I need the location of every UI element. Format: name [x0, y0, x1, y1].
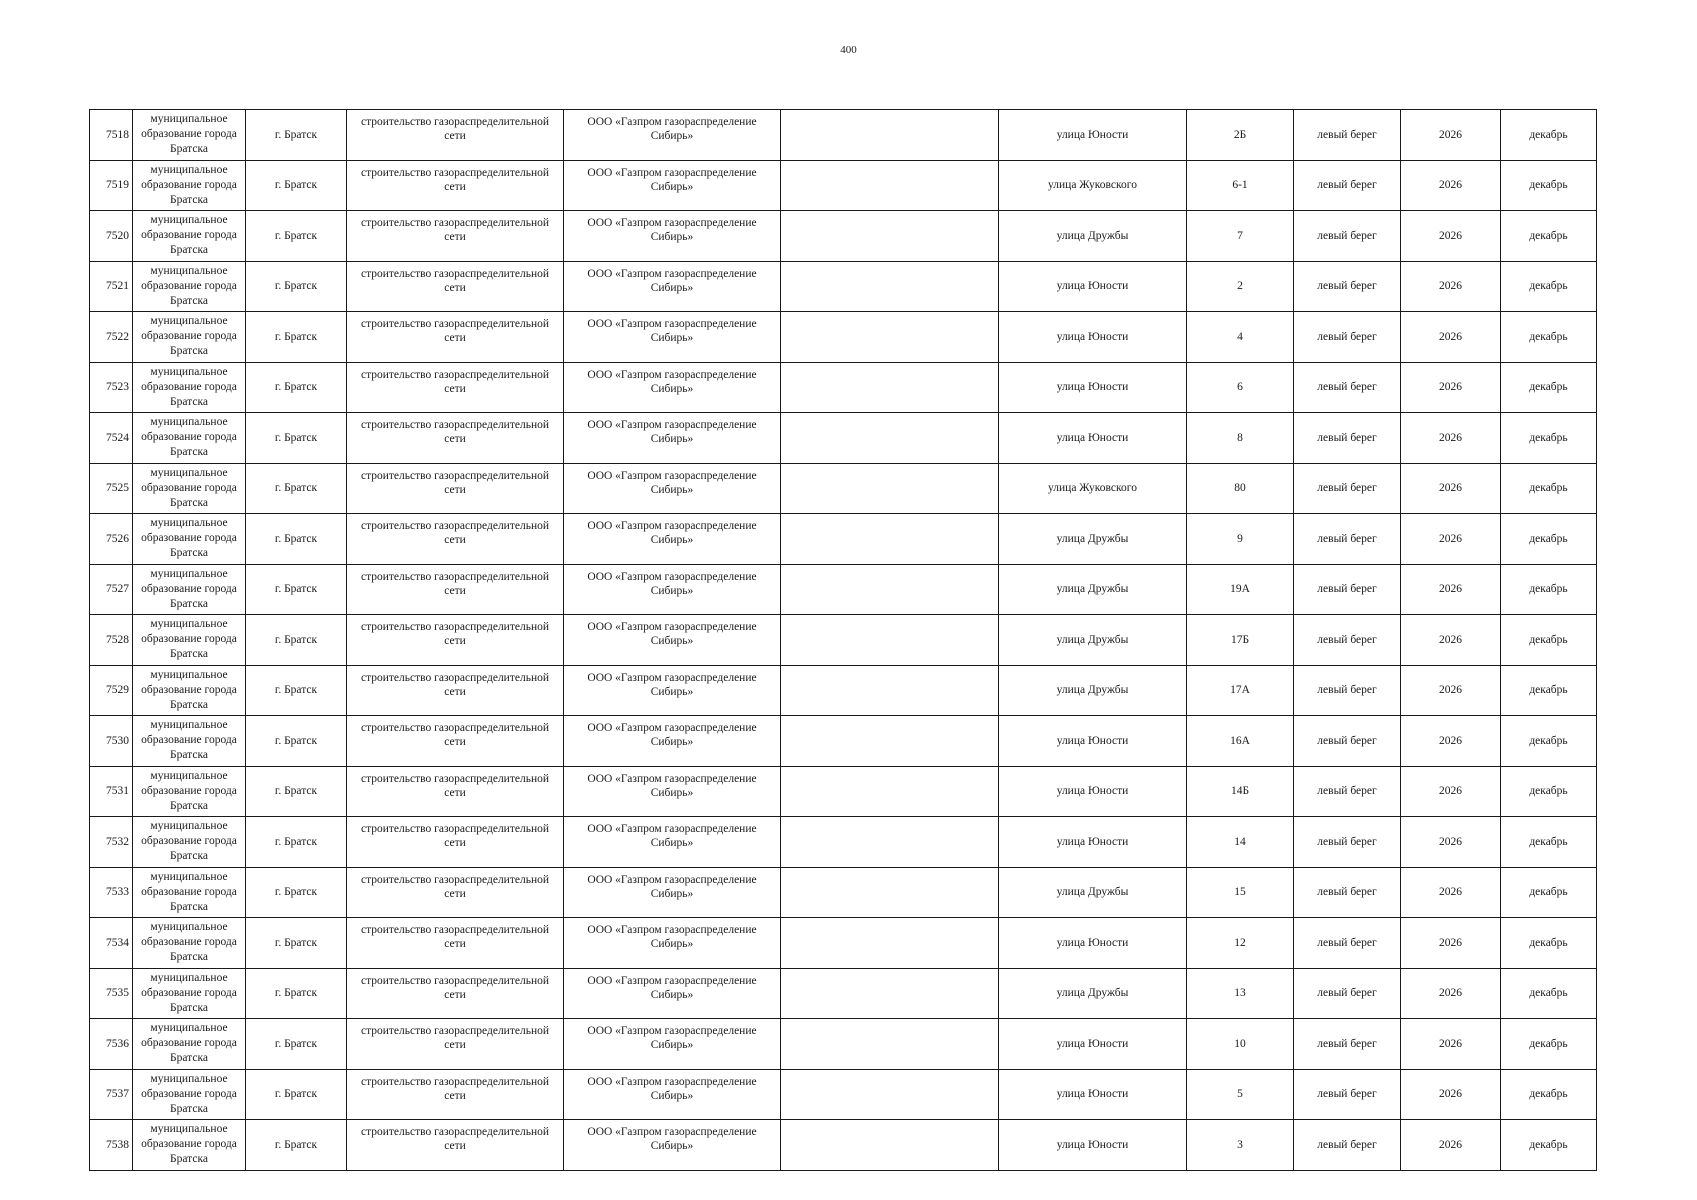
table-row — [90, 615, 1597, 666]
organization-cell: ООО «Газпром газораспределение Сибирь» — [564, 1019, 781, 1070]
year-cell: 2026 — [1401, 766, 1501, 817]
work-type-cell: строительство газораспределительной сети — [347, 463, 564, 514]
year-cell: 2026 — [1401, 867, 1501, 918]
city-cell: г. Братск — [246, 665, 347, 716]
work-type-cell: строительство газораспределительной сети — [347, 1019, 564, 1070]
street-cell: улица Жуковского — [999, 463, 1187, 514]
row-number-cell: 7531 — [90, 766, 133, 817]
blank-cell — [781, 1069, 999, 1120]
river-bank-cell: левый берег — [1294, 968, 1401, 1019]
street-cell: улица Юности — [999, 110, 1187, 161]
work-type-cell: строительство газораспределительной сети — [347, 968, 564, 1019]
month-cell: декабрь — [1501, 1019, 1597, 1070]
city-cell: г. Братск — [246, 867, 347, 918]
house-number-cell: 17Б — [1187, 615, 1294, 666]
year-cell: 2026 — [1401, 514, 1501, 565]
river-bank-cell: левый берег — [1294, 160, 1401, 211]
municipality-cell: муниципальное образование города Братска — [133, 261, 246, 312]
city-cell: г. Братск — [246, 716, 347, 767]
month-cell: декабрь — [1501, 867, 1597, 918]
work-type-cell: строительство газораспределительной сети — [347, 211, 564, 262]
city-cell: г. Братск — [246, 615, 347, 666]
row-number-cell: 7519 — [90, 160, 133, 211]
year-cell: 2026 — [1401, 160, 1501, 211]
month-cell: декабрь — [1501, 463, 1597, 514]
municipality-cell: муниципальное образование города Братска — [133, 766, 246, 817]
page-number: 400 — [840, 44, 857, 56]
table-row — [90, 867, 1597, 918]
organization-cell: ООО «Газпром газораспределение Сибирь» — [564, 312, 781, 363]
organization-cell: ООО «Газпром газораспределение Сибирь» — [564, 817, 781, 868]
municipality-cell: муниципальное образование города Братска — [133, 362, 246, 413]
work-type-cell: строительство газораспределительной сети — [347, 564, 564, 615]
work-type-cell: строительство газораспределительной сети — [347, 362, 564, 413]
row-number-cell: 7524 — [90, 413, 133, 464]
city-cell: г. Братск — [246, 1019, 347, 1070]
street-cell: улица Дружбы — [999, 564, 1187, 615]
river-bank-cell: левый берег — [1294, 362, 1401, 413]
street-cell: улица Дружбы — [999, 665, 1187, 716]
organization-cell: ООО «Газпром газораспределение Сибирь» — [564, 564, 781, 615]
street-cell: улица Юности — [999, 1069, 1187, 1120]
row-number-cell: 7522 — [90, 312, 133, 363]
river-bank-cell: левый берег — [1294, 817, 1401, 868]
house-number-cell: 15 — [1187, 867, 1294, 918]
table-row — [90, 968, 1597, 1019]
work-type-cell: строительство газораспределительной сети — [347, 1120, 564, 1171]
street-cell: улица Дружбы — [999, 514, 1187, 565]
blank-cell — [781, 312, 999, 363]
year-cell: 2026 — [1401, 110, 1501, 161]
table-row — [90, 918, 1597, 969]
house-number-cell: 9 — [1187, 514, 1294, 565]
work-type-cell: строительство газораспределительной сети — [347, 261, 564, 312]
organization-cell: ООО «Газпром газораспределение Сибирь» — [564, 413, 781, 464]
work-type-cell: строительство газораспределительной сети — [347, 817, 564, 868]
table-row — [90, 665, 1597, 716]
blank-cell — [781, 211, 999, 262]
row-number-cell: 7527 — [90, 564, 133, 615]
row-number-cell: 7526 — [90, 514, 133, 565]
city-cell: г. Братск — [246, 817, 347, 868]
work-type-cell: строительство газораспределительной сети — [347, 716, 564, 767]
blank-cell — [781, 1019, 999, 1070]
house-number-cell: 19А — [1187, 564, 1294, 615]
year-cell: 2026 — [1401, 817, 1501, 868]
table-row — [90, 312, 1597, 363]
municipality-cell: муниципальное образование города Братска — [133, 211, 246, 262]
city-cell: г. Братск — [246, 564, 347, 615]
street-cell: улица Юности — [999, 312, 1187, 363]
street-cell: улица Юности — [999, 766, 1187, 817]
row-number-cell: 7518 — [90, 110, 133, 161]
year-cell: 2026 — [1401, 918, 1501, 969]
table-row — [90, 1019, 1597, 1070]
city-cell: г. Братск — [246, 211, 347, 262]
river-bank-cell: левый берег — [1294, 867, 1401, 918]
work-type-cell: строительство газораспределительной сети — [347, 110, 564, 161]
row-number-cell: 7534 — [90, 918, 133, 969]
blank-cell — [781, 817, 999, 868]
city-cell: г. Братск — [246, 261, 347, 312]
organization-cell: ООО «Газпром газораспределение Сибирь» — [564, 716, 781, 767]
month-cell: декабрь — [1501, 261, 1597, 312]
organization-cell: ООО «Газпром газораспределение Сибирь» — [564, 160, 781, 211]
year-cell: 2026 — [1401, 413, 1501, 464]
table-row — [90, 766, 1597, 817]
row-number-cell: 7523 — [90, 362, 133, 413]
organization-cell: ООО «Газпром газораспределение Сибирь» — [564, 261, 781, 312]
month-cell: декабрь — [1501, 968, 1597, 1019]
organization-cell: ООО «Газпром газораспределение Сибирь» — [564, 110, 781, 161]
row-number-cell: 7536 — [90, 1019, 133, 1070]
month-cell: декабрь — [1501, 564, 1597, 615]
month-cell: декабрь — [1501, 716, 1597, 767]
work-type-cell: строительство газораспределительной сети — [347, 766, 564, 817]
month-cell: декабрь — [1501, 615, 1597, 666]
blank-cell — [781, 110, 999, 161]
house-number-cell: 2 — [1187, 261, 1294, 312]
year-cell: 2026 — [1401, 1019, 1501, 1070]
work-type-cell: строительство газораспределительной сети — [347, 918, 564, 969]
city-cell: г. Братск — [246, 1120, 347, 1171]
work-type-cell: строительство газораспределительной сети — [347, 867, 564, 918]
municipality-cell: муниципальное образование города Братска — [133, 918, 246, 969]
blank-cell — [781, 766, 999, 817]
house-number-cell: 3 — [1187, 1120, 1294, 1171]
year-cell: 2026 — [1401, 665, 1501, 716]
municipality-cell: муниципальное образование города Братска — [133, 1120, 246, 1171]
month-cell: декабрь — [1501, 160, 1597, 211]
month-cell: декабрь — [1501, 817, 1597, 868]
street-cell: улица Юности — [999, 362, 1187, 413]
table-row — [90, 110, 1597, 161]
blank-cell — [781, 463, 999, 514]
organization-cell: ООО «Газпром газораспределение Сибирь» — [564, 211, 781, 262]
table-row — [90, 716, 1597, 767]
house-number-cell: 12 — [1187, 918, 1294, 969]
table-row — [90, 1069, 1597, 1120]
work-type-cell: строительство газораспределительной сети — [347, 160, 564, 211]
street-cell: улица Дружбы — [999, 867, 1187, 918]
year-cell: 2026 — [1401, 312, 1501, 363]
municipality-cell: муниципальное образование города Братска — [133, 312, 246, 363]
municipality-cell: муниципальное образование города Братска — [133, 665, 246, 716]
street-cell: улица Дружбы — [999, 615, 1187, 666]
river-bank-cell: левый берег — [1294, 1019, 1401, 1070]
organization-cell: ООО «Газпром газораспределение Сибирь» — [564, 1120, 781, 1171]
municipality-cell: муниципальное образование города Братска — [133, 867, 246, 918]
organization-cell: ООО «Газпром газораспределение Сибирь» — [564, 918, 781, 969]
city-cell: г. Братск — [246, 968, 347, 1019]
blank-cell — [781, 261, 999, 312]
blank-cell — [781, 514, 999, 565]
row-number-cell: 7521 — [90, 261, 133, 312]
registry-table — [89, 109, 1597, 1171]
municipality-cell: муниципальное образование города Братска — [133, 968, 246, 1019]
street-cell: улица Жуковского — [999, 160, 1187, 211]
organization-cell: ООО «Газпром газораспределение Сибирь» — [564, 766, 781, 817]
row-number-cell: 7530 — [90, 716, 133, 767]
table-row — [90, 362, 1597, 413]
municipality-cell: муниципальное образование города Братска — [133, 1069, 246, 1120]
house-number-cell: 80 — [1187, 463, 1294, 514]
blank-cell — [781, 716, 999, 767]
table-row — [90, 261, 1597, 312]
street-cell: улица Юности — [999, 716, 1187, 767]
house-number-cell: 4 — [1187, 312, 1294, 363]
river-bank-cell: левый берег — [1294, 1120, 1401, 1171]
river-bank-cell: левый берег — [1294, 615, 1401, 666]
work-type-cell: строительство газораспределительной сети — [347, 665, 564, 716]
street-cell: улица Дружбы — [999, 211, 1187, 262]
house-number-cell: 13 — [1187, 968, 1294, 1019]
work-type-cell: строительство газораспределительной сети — [347, 514, 564, 565]
year-cell: 2026 — [1401, 211, 1501, 262]
city-cell: г. Братск — [246, 766, 347, 817]
blank-cell — [781, 968, 999, 1019]
river-bank-cell: левый берег — [1294, 110, 1401, 161]
table-body — [90, 110, 1597, 1171]
organization-cell: ООО «Газпром газораспределение Сибирь» — [564, 514, 781, 565]
river-bank-cell: левый берег — [1294, 665, 1401, 716]
river-bank-cell: левый берег — [1294, 564, 1401, 615]
municipality-cell: муниципальное образование города Братска — [133, 615, 246, 666]
month-cell: декабрь — [1501, 1120, 1597, 1171]
street-cell: улица Юности — [999, 261, 1187, 312]
month-cell: декабрь — [1501, 918, 1597, 969]
table-row — [90, 564, 1597, 615]
city-cell: г. Братск — [246, 918, 347, 969]
month-cell: декабрь — [1501, 1069, 1597, 1120]
table-row — [90, 817, 1597, 868]
organization-cell: ООО «Газпром газораспределение Сибирь» — [564, 362, 781, 413]
river-bank-cell: левый берег — [1294, 463, 1401, 514]
house-number-cell: 14Б — [1187, 766, 1294, 817]
year-cell: 2026 — [1401, 716, 1501, 767]
month-cell: декабрь — [1501, 766, 1597, 817]
blank-cell — [781, 918, 999, 969]
row-number-cell: 7537 — [90, 1069, 133, 1120]
row-number-cell: 7520 — [90, 211, 133, 262]
river-bank-cell: левый берег — [1294, 514, 1401, 565]
city-cell: г. Братск — [246, 110, 347, 161]
year-cell: 2026 — [1401, 362, 1501, 413]
municipality-cell: муниципальное образование города Братска — [133, 514, 246, 565]
municipality-cell: муниципальное образование города Братска — [133, 1019, 246, 1070]
house-number-cell: 2Б — [1187, 110, 1294, 161]
month-cell: декабрь — [1501, 312, 1597, 363]
street-cell: улица Юности — [999, 1019, 1187, 1070]
row-number-cell: 7528 — [90, 615, 133, 666]
city-cell: г. Братск — [246, 362, 347, 413]
row-number-cell: 7538 — [90, 1120, 133, 1171]
blank-cell — [781, 1120, 999, 1171]
city-cell: г. Братск — [246, 463, 347, 514]
month-cell: декабрь — [1501, 514, 1597, 565]
house-number-cell: 8 — [1187, 413, 1294, 464]
organization-cell: ООО «Газпром газораспределение Сибирь» — [564, 463, 781, 514]
organization-cell: ООО «Газпром газораспределение Сибирь» — [564, 615, 781, 666]
organization-cell: ООО «Газпром газораспределение Сибирь» — [564, 1069, 781, 1120]
river-bank-cell: левый берег — [1294, 1069, 1401, 1120]
row-number-cell: 7529 — [90, 665, 133, 716]
work-type-cell: строительство газораспределительной сети — [347, 1069, 564, 1120]
municipality-cell: муниципальное образование города Братска — [133, 716, 246, 767]
month-cell: декабрь — [1501, 110, 1597, 161]
municipality-cell: муниципальное образование города Братска — [133, 160, 246, 211]
city-cell: г. Братск — [246, 160, 347, 211]
city-cell: г. Братск — [246, 413, 347, 464]
organization-cell: ООО «Газпром газораспределение Сибирь» — [564, 968, 781, 1019]
house-number-cell: 14 — [1187, 817, 1294, 868]
work-type-cell: строительство газораспределительной сети — [347, 413, 564, 464]
river-bank-cell: левый берег — [1294, 716, 1401, 767]
city-cell: г. Братск — [246, 1069, 347, 1120]
river-bank-cell: левый берег — [1294, 312, 1401, 363]
house-number-cell: 17А — [1187, 665, 1294, 716]
blank-cell — [781, 362, 999, 413]
blank-cell — [781, 160, 999, 211]
month-cell: декабрь — [1501, 362, 1597, 413]
municipality-cell: муниципальное образование города Братска — [133, 413, 246, 464]
table-row — [90, 413, 1597, 464]
table-row — [90, 514, 1597, 565]
month-cell: декабрь — [1501, 665, 1597, 716]
month-cell: декабрь — [1501, 211, 1597, 262]
year-cell: 2026 — [1401, 1069, 1501, 1120]
month-cell: декабрь — [1501, 413, 1597, 464]
house-number-cell: 10 — [1187, 1019, 1294, 1070]
work-type-cell: строительство газораспределительной сети — [347, 312, 564, 363]
river-bank-cell: левый берег — [1294, 918, 1401, 969]
organization-cell: ООО «Газпром газораспределение Сибирь» — [564, 665, 781, 716]
city-cell: г. Братск — [246, 312, 347, 363]
house-number-cell: 6-1 — [1187, 160, 1294, 211]
river-bank-cell: левый берег — [1294, 766, 1401, 817]
river-bank-cell: левый берег — [1294, 211, 1401, 262]
year-cell: 2026 — [1401, 968, 1501, 1019]
row-number-cell: 7533 — [90, 867, 133, 918]
blank-cell — [781, 615, 999, 666]
year-cell: 2026 — [1401, 1120, 1501, 1171]
table-row — [90, 211, 1597, 262]
street-cell: улица Юности — [999, 817, 1187, 868]
river-bank-cell: левый берег — [1294, 261, 1401, 312]
blank-cell — [781, 867, 999, 918]
street-cell: улица Дружбы — [999, 968, 1187, 1019]
row-number-cell: 7525 — [90, 463, 133, 514]
row-number-cell: 7535 — [90, 968, 133, 1019]
city-cell: г. Братск — [246, 514, 347, 565]
house-number-cell: 7 — [1187, 211, 1294, 262]
table-row — [90, 160, 1597, 211]
municipality-cell: муниципальное образование города Братска — [133, 463, 246, 514]
house-number-cell: 6 — [1187, 362, 1294, 413]
table-row — [90, 463, 1597, 514]
year-cell: 2026 — [1401, 615, 1501, 666]
work-type-cell: строительство газораспределительной сети — [347, 615, 564, 666]
blank-cell — [781, 665, 999, 716]
house-number-cell: 16А — [1187, 716, 1294, 767]
blank-cell — [781, 413, 999, 464]
row-number-cell: 7532 — [90, 817, 133, 868]
street-cell: улица Юности — [999, 413, 1187, 464]
street-cell: улица Юности — [999, 1120, 1187, 1171]
municipality-cell: муниципальное образование города Братска — [133, 817, 246, 868]
river-bank-cell: левый берег — [1294, 413, 1401, 464]
municipality-cell: муниципальное образование города Братска — [133, 564, 246, 615]
house-number-cell: 5 — [1187, 1069, 1294, 1120]
table-row — [90, 1120, 1597, 1171]
street-cell: улица Юности — [999, 918, 1187, 969]
year-cell: 2026 — [1401, 463, 1501, 514]
year-cell: 2026 — [1401, 261, 1501, 312]
organization-cell: ООО «Газпром газораспределение Сибирь» — [564, 867, 781, 918]
year-cell: 2026 — [1401, 564, 1501, 615]
blank-cell — [781, 564, 999, 615]
municipality-cell: муниципальное образование города Братска — [133, 110, 246, 161]
